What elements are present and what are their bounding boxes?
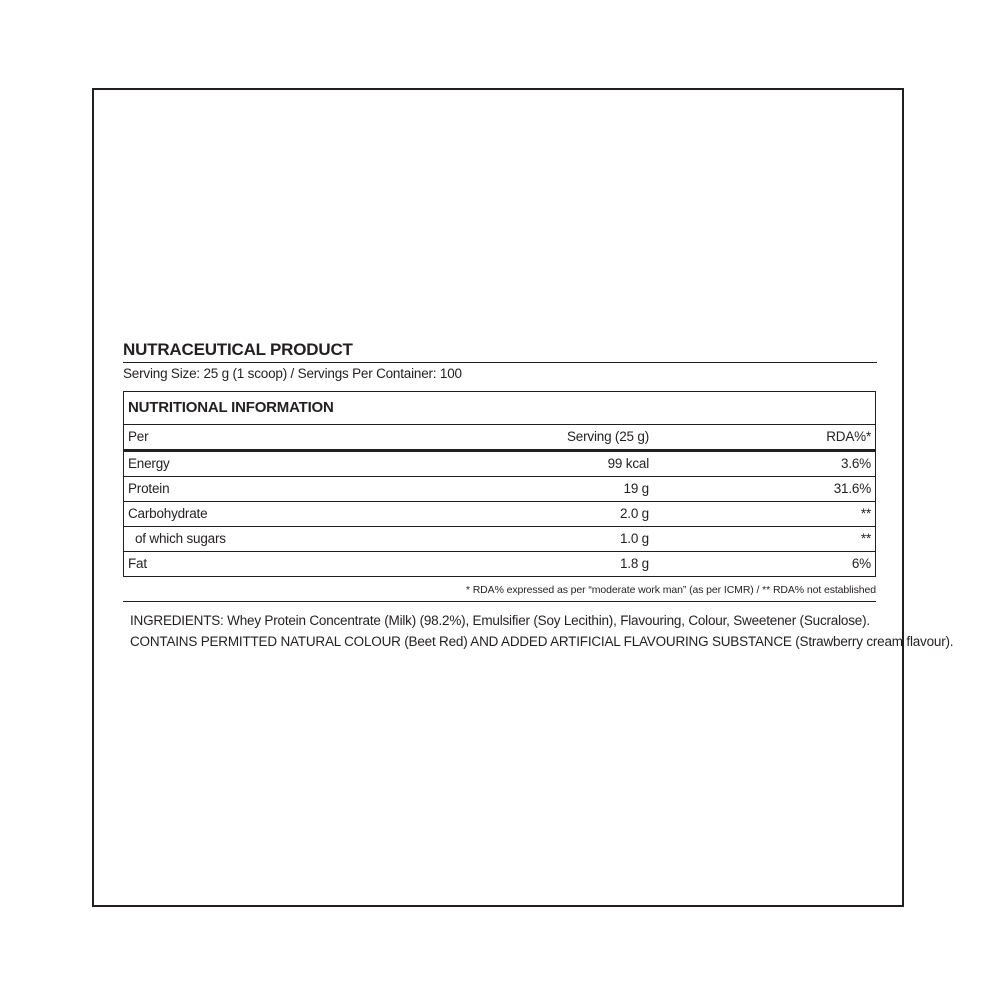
ingredients-block (123, 610, 954, 652)
serving-size-line: Serving Size: 25 g (1 scoop) / Servings Per Container: 100 (123, 366, 462, 381)
table-row (124, 502, 875, 527)
nutrition-header-row (124, 425, 875, 451)
nutrient-label: Protein (124, 477, 525, 502)
nutrient-serving-value: 99 kcal (525, 451, 787, 477)
nutrient-label: Carbohydrate (124, 502, 525, 527)
nutrition-table (124, 425, 875, 576)
nutrient-rda-value: ** (787, 527, 875, 552)
nutrient-rda-value: 3.6% (787, 451, 875, 477)
nutrient-serving-value: 19 g (525, 477, 787, 502)
rda-footnote: * RDA% expressed as per “moderate work man” (as per ICMR) / ** RDA% not established (123, 577, 876, 602)
nutrient-label: of which sugars (124, 527, 525, 552)
table-row (124, 477, 875, 502)
table-row (124, 527, 875, 552)
nutrient-label: Energy (124, 451, 525, 477)
nutrient-serving-value: 1.8 g (619, 556, 649, 571)
table-row (124, 451, 875, 477)
nutrient-rda-value: ** (787, 502, 875, 527)
nutrient-rda-value: 6% (851, 556, 871, 571)
column-header-per: Per (124, 425, 525, 451)
nutrient-rda-value: 31.6% (787, 477, 875, 502)
ingredients-line: INGREDIENTS: Whey Protein Concentrate (Milk) (98.2%), Emulsifier (Soy Lecithin), Flavouring, Colour, Sweetener (Sucralose). (130, 613, 870, 628)
colour-flavour-statement: CONTAINS PERMITTED NATURAL COLOUR (Beet Red) AND ADDED ARTIFICIAL FLAVOURING SUBSTANCE (Strawberry cream flavour). (130, 634, 954, 649)
product-title: NUTRACEUTICAL PRODUCT (123, 338, 877, 363)
column-header-serving: Serving (25 g) (525, 425, 787, 451)
nutrition-heading: NUTRITIONAL INFORMATION (124, 392, 875, 425)
nutrient-serving-value: 2.0 g (525, 502, 787, 527)
nutrition-label (123, 338, 954, 652)
table-row (124, 552, 875, 577)
column-header-rda: RDA%* (787, 425, 875, 451)
nutrient-serving-value: 1.0 g (525, 527, 787, 552)
nutrient-label: Fat (128, 556, 147, 571)
nutrition-facts-box (123, 391, 876, 577)
